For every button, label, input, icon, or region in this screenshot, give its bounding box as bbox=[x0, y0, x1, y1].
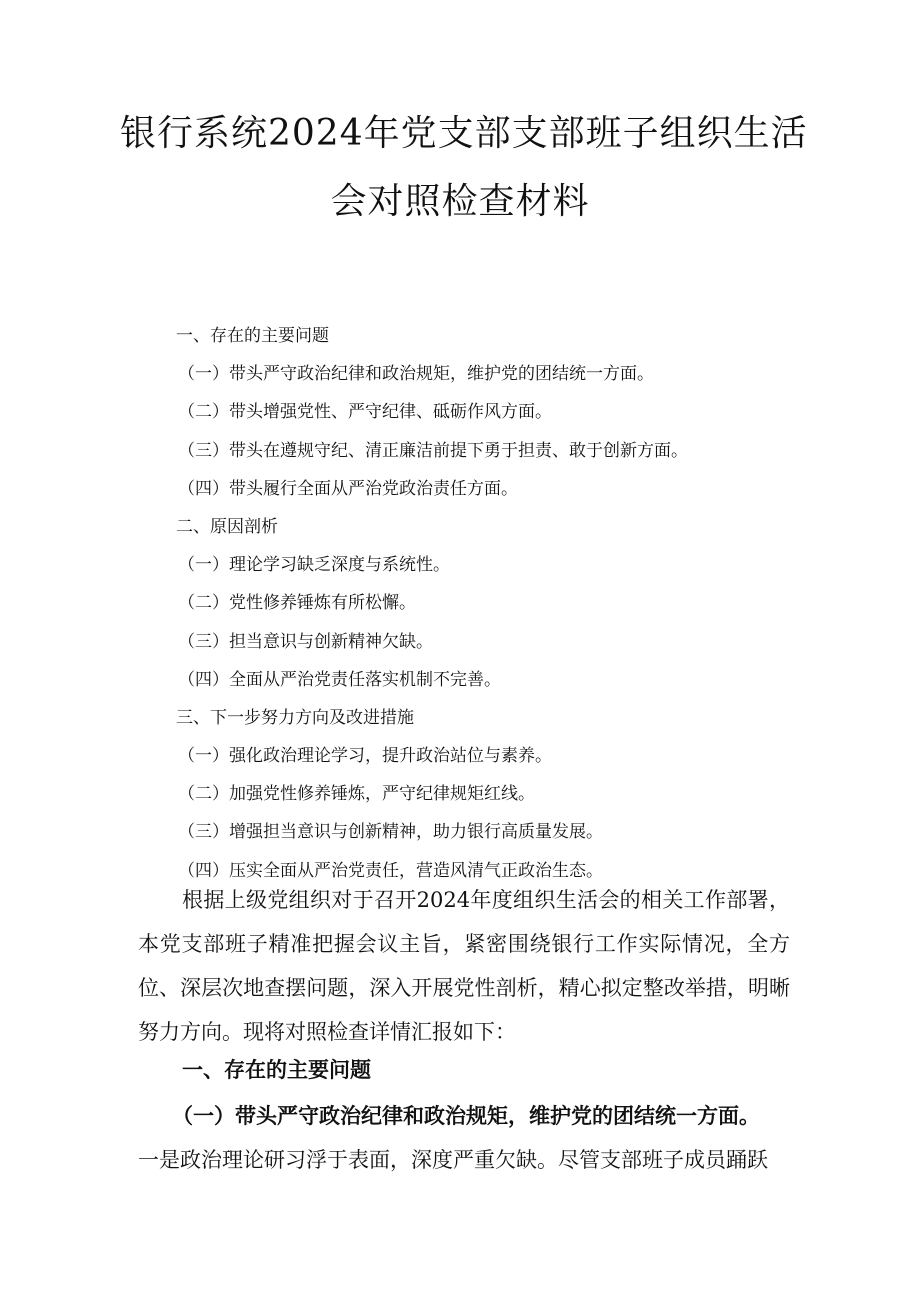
outline-list bbox=[176, 317, 816, 890]
outline-item: （一）理论学习缺乏深度与系统性。 bbox=[178, 555, 450, 576]
outline-item: （三）增强担当意识与创新精神，助力银行高质量发展。 bbox=[178, 822, 603, 843]
subsection-text: 一是政治理论研习浮于表面，深度严重欠缺。尽管支部班子成员踊跃 bbox=[138, 1148, 768, 1172]
intro-paragraph: 根据上级党组织对于召开2024年度组织生活会的相关工作部署，本党支部班子精准把握会议主旨，紧密围绕银行工作实际情况，全方位、深层次地查摆问题，深入开展党性剖析，精心拟定整改举措，明晰努力方向。现将对照检查详情汇报如下： bbox=[138, 888, 790, 1044]
document-title-line-2: 会对照检查材料 bbox=[330, 181, 590, 222]
outline-item: （三）带头在遵规守纪、清正廉洁前提下勇于担责、敢于创新方面。 bbox=[178, 440, 688, 461]
outline-item: 一、存在的主要问题 bbox=[176, 326, 329, 346]
outline-item: （一）带头严守政治纪律和政治规矩，维护党的团结统一方面。 bbox=[178, 364, 654, 385]
outline-item: 二、原因剖析 bbox=[176, 516, 278, 537]
outline-item: （二）党性修养锤炼有所松懈。 bbox=[178, 593, 416, 614]
outline-item: （四）压实全面从严治党责任，营造风清气正政治生态。 bbox=[178, 860, 603, 881]
outline-item: （一）强化政治理论学习，提升政治站位与素养。 bbox=[178, 746, 552, 767]
section-heading: 一、存在的主要问题 bbox=[182, 1057, 371, 1082]
outline-item: （二）加强党性修养锤炼，严守纪律规矩红线。 bbox=[178, 784, 535, 805]
subsection-block bbox=[138, 1094, 790, 1182]
subsection-heading: （一）带头严守政治纪律和政治规矩，维护党的团结统一方面。 bbox=[172, 1103, 760, 1128]
outline-item: （四）全面从严治党责任落实机制不完善。 bbox=[178, 669, 501, 690]
outline-item: （四）带头履行全面从严治党政治责任方面。 bbox=[178, 478, 518, 499]
outline-item: （三）担当意识与创新精神欠缺。 bbox=[178, 631, 433, 652]
document-title-line-1: 银行系统2024年党支部支部班子组织生活 bbox=[120, 113, 808, 154]
outline-item: 三、下一步努力方向及改进措施 bbox=[176, 707, 414, 728]
outline-item: （二）带头增强党性、严守纪律、砥砺作风方面。 bbox=[178, 402, 552, 423]
